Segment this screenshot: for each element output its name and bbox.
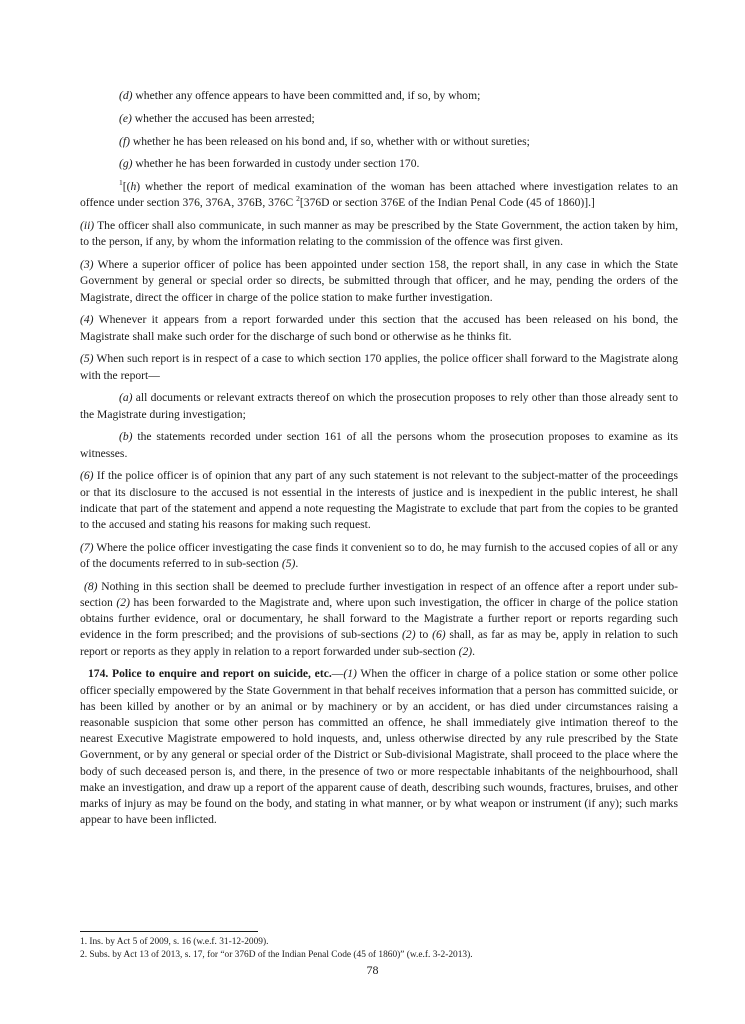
section-text: When the officer in charge of a police station or some other police officer specially empowered by the State Government in that behalf receives information that a person has committed suicide, or has been killed by another or by an animal or by machinery or by an accident, or has died under circumstances raising a reasonable suspicion that some other person has committed an offence, he shall immediately give intimation thereof to the nearest Executive Magistrate empowered to hold inquests, and, unless otherwise directed by any rule prescribed by the State Government, or by any general or special order of the District or Sub-divisional Magistrate, shall proceed to the place where the body of such deceased person is, and there, in the presence of two or more respectable inhabitants of the neighbourhood, shall make an investigation, and draw up a report of the apparent cause of death, describing such wounds, fractures, bruises, and other marks of injury as may be found on the body, and stating in what manner, or by what weapon or instrument (if any); such marks appear to have been inflicted. xyxy=(80,667,679,827)
subsection-label: (8) xyxy=(84,579,98,593)
clause-label: (g) xyxy=(119,157,133,171)
subsection-text: Whenever it appears from a report forwarded under this section that the accused has been released on his bond, the Magistrate shall make such order for the discharge of such bond or otherwise as he thinks fit. xyxy=(80,313,678,343)
subsection-ref: (2) xyxy=(116,596,130,609)
subsection-4 xyxy=(80,312,678,344)
subsection-text: Nothing in this section shall be deemed to preclude further investigation in respect of an offence after a report under sub-section xyxy=(80,579,678,609)
subsection-ii xyxy=(80,218,678,250)
subsection-ref: (6) xyxy=(432,628,446,642)
subsection-text: . xyxy=(472,644,476,658)
document-body xyxy=(80,88,678,835)
subsection-6 xyxy=(80,468,678,533)
subsection-7 xyxy=(80,540,678,572)
subsection-5 xyxy=(80,351,678,383)
em-dash: — xyxy=(331,667,344,681)
clause-text: all documents or relevant extracts thereof on which the prosecution proposes to rely other than those already sent to the Magistrate during investigation; xyxy=(80,391,678,421)
subsection-text: If the police officer is of opinion that any part of any such statement is not relevant to the subject-matter of the proceedings or that its disclosure to the accused is not essential in the interests of justice and is inexpedient in the public interest, he shall indicate that part of the statement and append a note requesting the Magistrate to exclude that part from the copies to be granted to the accused and stating his reasons for making such request. xyxy=(80,469,678,531)
clause-d xyxy=(80,88,678,104)
clause-label: h xyxy=(130,180,137,194)
footnote-divider xyxy=(80,931,258,932)
bracket-open: [( xyxy=(122,180,131,194)
clause-text: [376D or section 376E of the Indian Penal Code (45 of 1860)].] xyxy=(299,196,595,210)
subsection-label: (ii) xyxy=(80,219,95,233)
clause-label: (b) xyxy=(119,430,133,444)
clause-h xyxy=(80,179,678,211)
clause-text: whether any offence appears to have been committed and, if so, by whom; xyxy=(132,89,481,102)
subsection-label: (4) xyxy=(80,313,94,327)
clause-text: whether the accused has been arrested; xyxy=(131,111,315,125)
subsection-ref: (5) xyxy=(281,557,296,570)
subsection-label: (5) xyxy=(80,352,94,366)
subsection-text: to xyxy=(415,628,433,642)
clause-5b xyxy=(80,429,678,461)
subsection-8 xyxy=(80,579,678,660)
subsection-text: has been forwarded to the Magistrate and, where upon such investigation, the officer in charge of the police station obtains further evidence, oral or documentary, he shall forward to the Magistrate a further report or reports regarding such evidence in the form prescribed; and the provisions of sub-sections xyxy=(80,596,678,642)
clause-5a xyxy=(80,390,678,422)
subsection-text: Where the police officer investigating the case finds it convenient so to do, he may furnish to the accused copies of all or any of the documents referred to in sub-section xyxy=(80,540,678,570)
clause-f xyxy=(80,134,678,150)
clause-g xyxy=(80,156,678,172)
subsection-label: (1) xyxy=(343,667,357,681)
footnote-1: 1. Ins. by Act 5 of 2009, s. 16 (w.e.f. 31-12-2009). xyxy=(80,937,269,947)
subsection-label: (7) xyxy=(80,540,94,554)
clause-label: (e) xyxy=(119,111,132,125)
subsection-text: When such report is in respect of a case to which section 170 applies, the police officer shall forward to the Magistrate along with the report— xyxy=(80,352,678,382)
subsection-ref: (2) xyxy=(402,628,416,642)
section-174 xyxy=(80,666,678,828)
subsection-text: shall, as far as may be, apply in relation to such report or reports as they apply in relation to a report forwarded under sub-section xyxy=(80,628,679,658)
page-number: 78 xyxy=(366,963,379,977)
clause-text: whether he has been forwarded in custody under section 170. xyxy=(132,157,420,171)
footnotes xyxy=(80,936,678,961)
clause-e xyxy=(80,111,678,127)
clause-label: (f) xyxy=(119,134,130,148)
subsection-text: . xyxy=(295,557,299,570)
subsection-text: The officer shall also communicate, in such manner as may be prescribed by the State Government, the action taken by him, to the person, if any, by whom the information relating to the commission of the offence was first given. xyxy=(80,219,678,249)
clause-text: ) whether the report of medical examination of the woman has been attached where investigation relates to an offence under section 376, 376A, 376B, 376C xyxy=(80,180,678,210)
subsection-label: (6) xyxy=(80,469,94,483)
subsection-label: (3) xyxy=(80,258,94,272)
clause-label: (a) xyxy=(119,391,133,405)
subsection-ref: (2) xyxy=(458,644,473,658)
footnote-marker: 2 xyxy=(296,194,300,204)
clause-text: the statements recorded under section 161 of all the persons whom the prosecution proposes to examine as its witnesses. xyxy=(80,430,678,460)
subsection-text: Where a superior officer of police has been appointed under section 158, the report shall, in any case in which the State Government by general or special order so directs, be submitted through that officer, and he may, pending the orders of the Magistrate, direct the officer in charge of the police station to make further investigation. xyxy=(80,258,678,304)
footnote-marker: 1 xyxy=(119,178,123,188)
section-heading: 174. Police to enquire and report on suicide, etc. xyxy=(88,667,332,681)
subsection-3 xyxy=(80,257,678,306)
clause-label: (d) xyxy=(119,89,133,102)
clause-text: whether he has been released on his bond and, if so, whether with or without sureties; xyxy=(129,134,530,148)
footnote-2: 2. Subs. by Act 13 of 2013, s. 17, for “or 376D of the Indian Penal Code (45 of 1860)” (w.e.f. 3-2-2013). xyxy=(80,949,473,960)
